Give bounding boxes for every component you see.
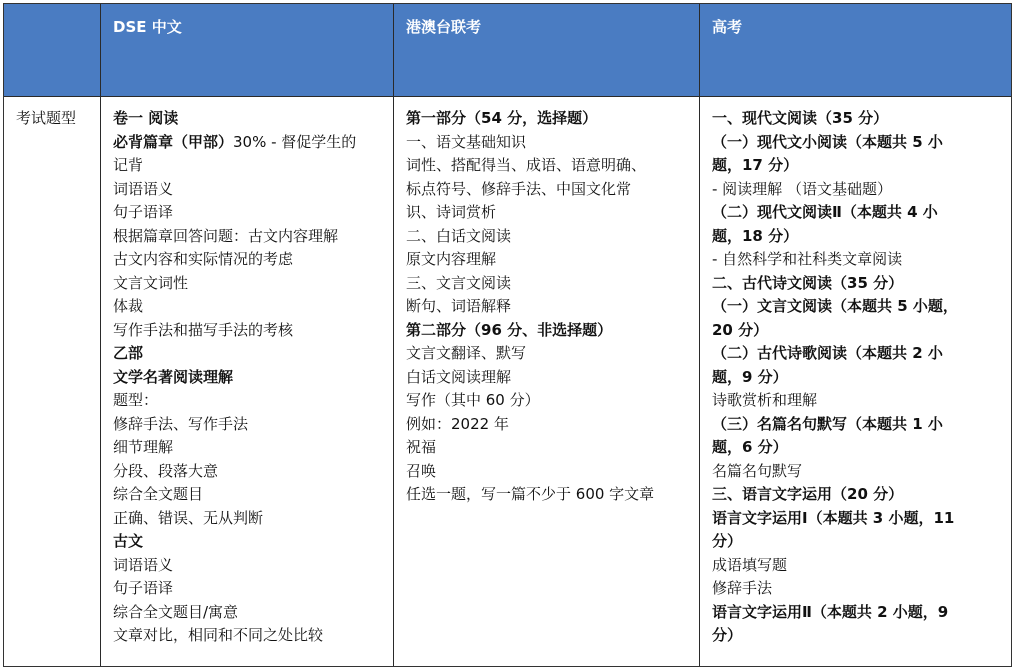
content-text: 文章对比，相同和不同之处比较 [113,626,324,644]
content-line [406,225,693,249]
content-text: （三）名篇名句默写（本题共 1 小 [712,414,943,433]
content-line [712,272,1005,296]
row-label: 考试题型 [16,109,77,127]
content-text: 二、白话文阅读 [406,226,512,245]
content-text: 记背 [113,156,144,174]
content-line [113,319,387,343]
content-text: 文言文翻译、默写 [406,344,527,362]
content-line [712,507,1005,531]
content-text: 标点符号、修辞手法、中国文化常 [406,179,632,198]
content-line [712,413,1005,437]
content-line [406,436,693,460]
header-cell-dse [101,4,393,96]
content-line [406,460,693,484]
content-text: 句子语译 [113,203,174,221]
content-line [406,319,693,343]
content-text: （一）文言文阅读（本题共 5 小题， [712,297,958,315]
content-text: 原文内容理解 [406,250,497,268]
content-text: 文言文词性 [113,273,189,292]
header-cell-joint-exam [394,4,699,96]
row-label-cell [4,97,100,666]
content-line [113,577,387,601]
content-line [113,530,387,554]
content-text: 语言文字运用Ⅱ（本题共 2 小题，9 [712,602,949,621]
header-joint-exam: 港澳台联考 [406,18,482,36]
content-text: 根据篇章回答问题：古文内容理解 [113,226,339,245]
content-text: 句子语译 [113,579,174,597]
content-text: 题型： [113,391,159,409]
content-text: 必背篇章（甲部） [113,132,234,151]
content-text: 名篇名句默写 [712,461,803,480]
content-line [113,413,387,437]
content-text: 题，9 分） [712,367,788,386]
content-line [712,601,1005,625]
content-text: 词性、搭配得当、成语、语意明确、 [406,156,647,174]
content-line [712,530,1005,554]
content-text: （二）现代文阅读Ⅱ（本题共 4 小 [712,203,938,221]
content-text: 第一部分（54 分，选择题） [406,109,598,127]
content-text: 写作手法和描写手法的考核 [113,320,294,339]
content-text: （一）现代文小阅读（本题共 5 小 [712,132,943,151]
content-text: 修辞手法 [712,579,773,597]
content-text: 20 分） [712,320,769,339]
content-text: 召唤 [406,461,437,480]
content-text: 成语填写题 [712,555,788,574]
content-line [406,483,693,507]
content-text: 任选一题，写一篇不少于 600 字文章 [406,485,655,503]
content-line [406,131,693,155]
content-line [712,366,1005,390]
content-text: 正确、错误、无从判断 [113,508,264,527]
content-line [406,413,693,437]
content-text: 文学名著阅读理解 [113,367,234,386]
content-text: 题，6 分） [712,438,788,456]
content-line [712,295,1005,319]
exam-comparison-table [3,3,1012,667]
content-line [113,389,387,413]
content-line [406,366,693,390]
content-line [406,389,693,413]
content-line [406,201,693,225]
content-line [712,389,1005,413]
content-line [406,178,693,202]
joint-exam-content [394,97,699,666]
content-line [113,201,387,225]
content-line [113,248,387,272]
content-line [712,436,1005,460]
content-line [113,131,387,155]
content-line [406,107,693,131]
content-line [712,225,1005,249]
content-text: 题，17 分） [712,156,799,174]
content-line [113,225,387,249]
content-line [712,624,1005,648]
content-text: 一、语文基础知识 [406,132,527,151]
content-text: 综合全文题目 [113,485,204,503]
content-text: - 阅读理解 （语文基础题） [712,179,892,198]
content-text: 白话文阅读理解 [406,367,512,386]
content-text: 卷一 阅读 [113,109,179,127]
content-text: 识、诗词赏析 [406,203,497,221]
content-text: 语言文字运用Ⅰ（本题共 3 小题，11 [712,508,955,527]
content-line [406,342,693,366]
content-text: 词语语义 [113,555,174,574]
content-line [712,483,1005,507]
content-line [113,295,387,319]
content-line [113,366,387,390]
content-text: 一、现代文阅读（35 分） [712,109,889,127]
content-text: 细节理解 [113,438,174,456]
content-line [113,342,387,366]
content-text: 例如：2022 年 [406,414,509,433]
content-text: 词语语义 [113,179,174,198]
content-line [113,178,387,202]
content-line [113,601,387,625]
content-text: 分） [712,626,743,644]
dse-content [101,97,393,666]
content-text: - 自然科学和社科类文章阅读 [712,250,903,268]
content-line [113,272,387,296]
content-line [113,154,387,178]
content-line [712,319,1005,343]
content-text: 分） [712,532,743,550]
content-line [712,178,1005,202]
content-text: 断句、词语解释 [406,297,512,315]
content-line [406,272,693,296]
header-cell-empty [4,4,100,96]
content-line [712,201,1005,225]
content-text: 第二部分（96 分、非选择题） [406,320,613,339]
content-line [712,154,1005,178]
content-line [113,507,387,531]
content-line [712,460,1005,484]
content-line [113,460,387,484]
content-line [113,436,387,460]
content-text: 三、语言文字运用（20 分） [712,485,904,503]
content-text: （二）古代诗歌阅读（本题共 2 小 [712,344,943,362]
content-line [712,107,1005,131]
content-line [712,248,1005,272]
content-text: 三、文言文阅读 [406,273,512,292]
content-line [406,154,693,178]
content-text: 题，18 分） [712,226,799,245]
content-text: 古文内容和实际情况的考虑 [113,250,294,268]
header-dse: DSE 中文 [113,18,182,36]
content-line [712,342,1005,366]
header-cell-gaokao [700,4,1011,96]
content-text: 综合全文题目/寓意 [113,602,239,621]
header-gaokao: 高考 [712,18,743,36]
content-line [113,554,387,578]
gaokao-content [700,97,1011,666]
content-text: 分段、段落大意 [113,461,219,480]
content-line [712,554,1005,578]
content-text: 祝福 [406,438,437,456]
content-line [712,131,1005,155]
content-line [113,107,387,131]
content-line [113,483,387,507]
content-line [712,577,1005,601]
content-text: 乙部 [113,344,144,362]
content-text-rest: 30% - 督促学生的 [233,132,357,151]
content-line [406,295,693,319]
content-text: 古文 [113,532,144,550]
content-text: 体裁 [113,297,144,315]
content-text: 写作（其中 60 分） [406,391,540,409]
content-line [406,248,693,272]
content-text: 二、古代诗文阅读（35 分） [712,273,904,292]
content-line [113,624,387,648]
content-text: 诗歌赏析和理解 [712,391,818,409]
content-text: 修辞手法、写作手法 [113,414,249,433]
